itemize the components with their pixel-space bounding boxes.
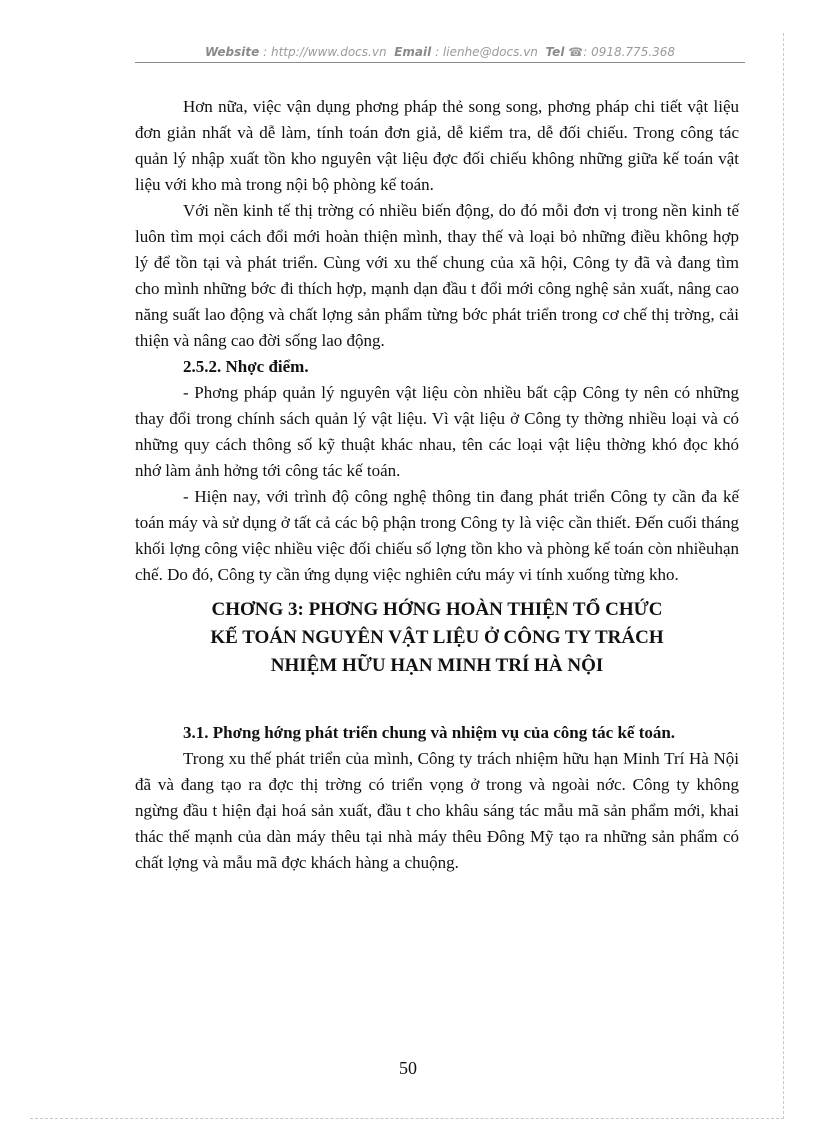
paragraph-1: Hơn nữa, việc vận dụng phơng pháp thẻ song song, phơng pháp chi tiết vật liệu đơn giản nhất và dễ làm, tính toán đơn giả, dễ kiểm tra, dễ đối chiếu. Trong công tác quản lý nhập xuất tồn kho nguyên vật liệu đợc đối chiếu không những giữa kế toán vật liệu với kho mà trong nội bộ phòng kế toán. xyxy=(135,97,739,194)
chapter-title-line-2: KẾ TOÁN NGUYÊN VẬT LIỆU Ở CÔNG TY TRÁCH xyxy=(210,627,664,648)
subheading-2-5-2: 2.5.2. Nhợc điểm. xyxy=(183,357,309,376)
chapter-title-line-1: CHƠNG 3: PHƠNG HỚNG HOÀN THIỆN TỔ CHỨC xyxy=(211,599,663,620)
paragraph-2: Với nền kinh tế thị trờng có nhiều biến động, do đó mỗi đơn vị trong nền kinh tế luôn tìm mọi cách đổi mới hoàn thiện mình, thay thế và loại bỏ những điều không hợp lý để tồn tại và phát triển. Cùng với xu thế chung của xã hội, Công ty đã và đang tìm cho mình những bớc đi thích hợp, mạnh dạn đầu t đổi mới công nghệ sản xuất, nâng cao năng suất lao động và chất lợng sản phẩm từng bớc phát triển trong cơ chế thị trờng, cải thiện và nâng cao đời sống lao động. xyxy=(135,201,739,350)
section-heading-3-1: 3.1. Phơng hớng phát triển chung và nhiệm vụ của công tác kế toán. xyxy=(183,723,676,742)
email-label: Email xyxy=(394,45,432,59)
website-value: : http://www.docs.vn xyxy=(263,45,387,59)
tel-label: Tel xyxy=(545,45,565,59)
chapter-title-line-3: NHIỆM HỮU HẠN MINH TRÍ HÀ NỘI xyxy=(270,655,604,676)
tel-value: ☎: 0918.775.368 xyxy=(568,45,676,59)
page-header xyxy=(135,45,745,63)
paragraph-3: - Phơng pháp quản lý nguyên vật liệu còn nhiều bất cập Công ty nên có những thay đổi trong chính sách quản lý vật liệu. Vì vật liệu ở Công ty thờng nhiều loại và có những quy cách thông số kỹ thuật khác nhau, tên các loại vật liệu thờng khó đọc khó nhớ làm ảnh hởng tới công tác kế toán. xyxy=(135,383,739,480)
page-number: 50 xyxy=(399,1058,417,1078)
website-label: Website xyxy=(204,45,260,59)
paragraph-5: Trong xu thế phát triển của mình, Công ty trách nhiệm hữu hạn Minh Trí Hà Nội đã và đang tạo ra đợc thị trờng có triển vọng ở trong và ngoài nớc. Công ty không ngừng đầu t hiện đại hoá sản xuất, đầu t cho khâu sáng tác mẫu mã sản phẩm mới, khai thác thế mạnh của dàn máy thêu tại nhà máy thêu Đông Mỹ tạo ra những sản phẩm có chất lợng và mẫu mã đợc khách hàng a chuộng. xyxy=(135,749,739,872)
document-body xyxy=(135,94,739,876)
paragraph-4: - Hiện nay, với trình độ công nghệ thông tin đang phát triển Công ty cần đa kế toán máy và sử dụng ở tất cả các bộ phận trong Công ty là việc cần thiết. Đến cuối tháng khối lợng công việc nhiều việc đối chiếu số lợng tồn kho và phòng kế toán còn nhiềuhạn chế. Do đó, Công ty cần ứng dụng việc nghiên cứu máy vi tính xuống từng kho. xyxy=(135,487,739,584)
spacer xyxy=(135,680,739,720)
chapter-title xyxy=(135,596,739,680)
email-value: : lienhe@docs.vn xyxy=(435,45,538,59)
